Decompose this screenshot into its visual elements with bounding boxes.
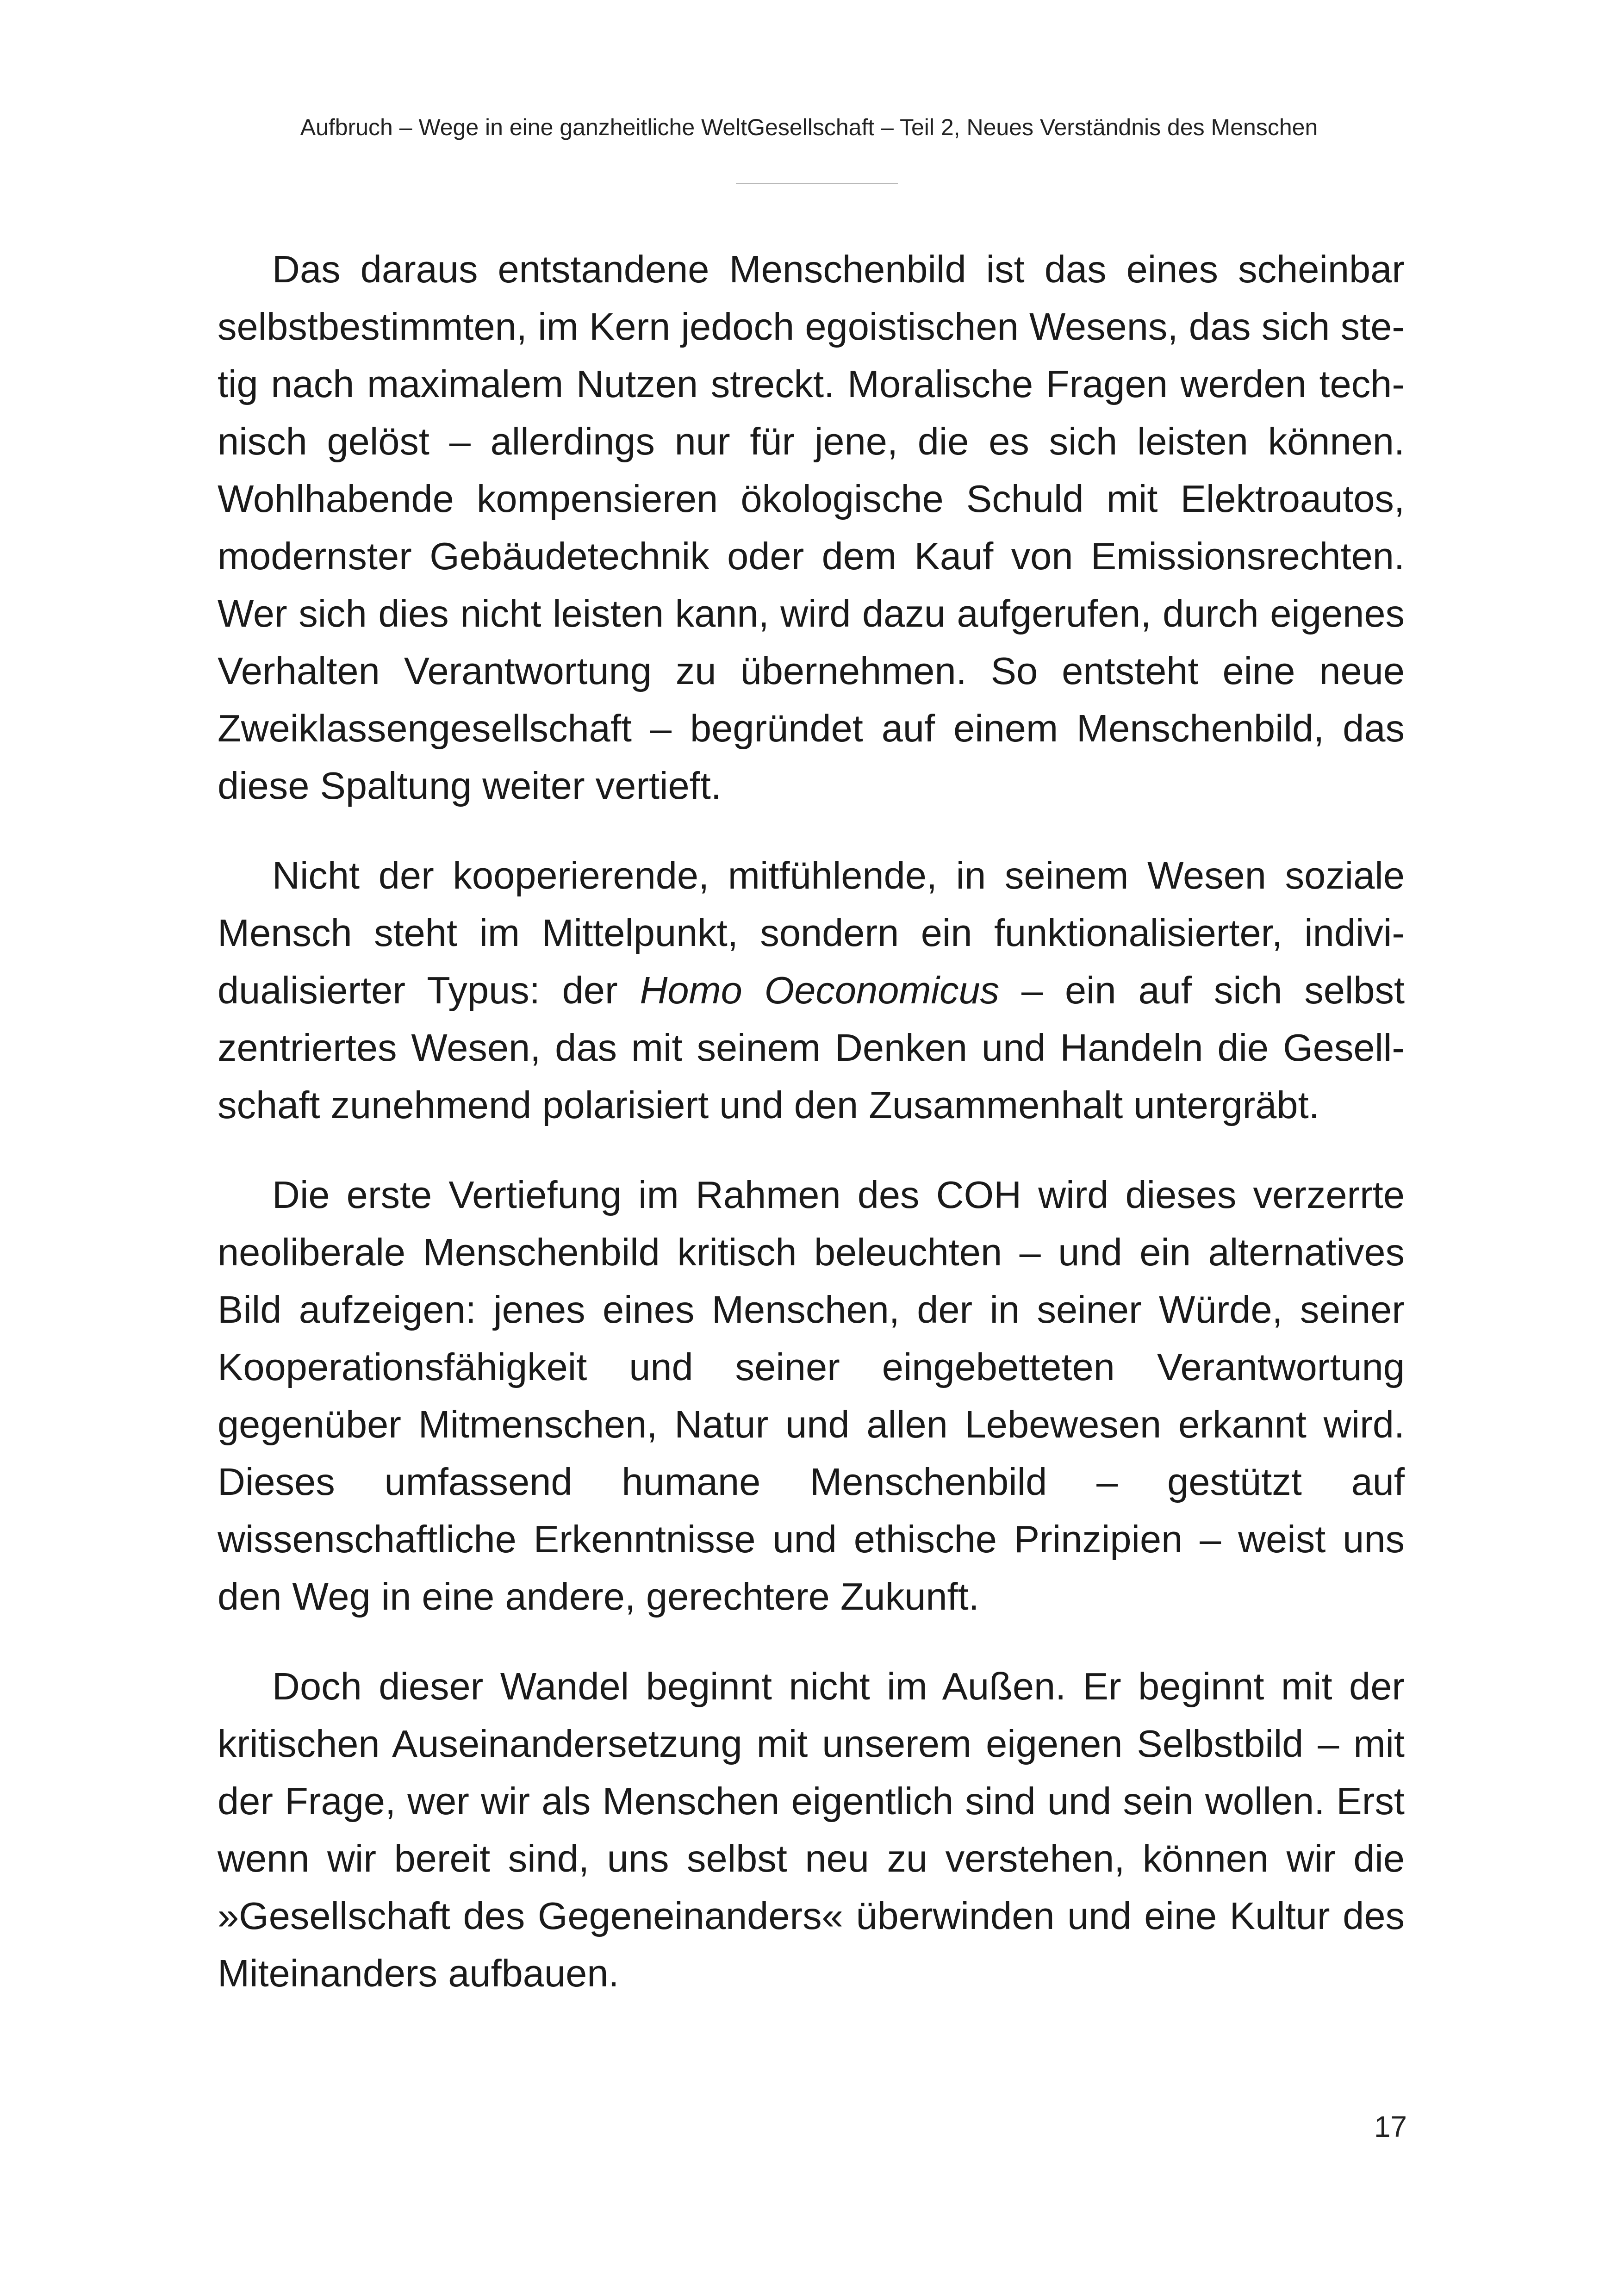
page-number: 17 xyxy=(1374,2110,1407,2143)
paragraph-2 xyxy=(218,847,1405,1134)
body-text xyxy=(218,241,1405,2002)
paragraph-2-emphasis: Homo Oeconomicus xyxy=(640,969,1000,1012)
paragraph-2-text-after: – ein auf sich selbst zentriertes Wesen, das mit seinem Denken und Handeln die Gesellschaft zunehmend polarisiert und den Zusammenhalt untergräbt. xyxy=(218,969,1405,1126)
paragraph-2-text-before: Nicht der kooperierende, mitfühlende, in seinem Wesen soziale Mensch steht im Mittelpunkt, sondern ein funktionalisierter, individualisierter Typus: der xyxy=(218,854,1405,1012)
header-divider xyxy=(736,183,898,184)
paragraph-1: Das daraus entstandene Menschenbild ist das eines scheinbar selbstbestimmten, im Kern jedoch egoistischen Wesens, das sich stetig nach maximalem Nutzen streckt. Moralische Fragen werden technisch gelöst – allerdings nur für jene, die es sich leisten können. Wohlhabende kompensieren ökologische Schuld mit Elektroautos, modernster Gebäudetechnik oder dem Kauf von Emissionsrechten. Wer sich dies nicht leisten kann, wird dazu aufgerufen, durch eigenes Verhalten Verantwortung zu übernehmen. So entsteht eine neue Zweiklassengesellschaft – begründet auf einem Menschenbild, das diese Spaltung weiter vertieft. xyxy=(218,248,1405,807)
paragraph-4: Doch dieser Wandel beginnt nicht im Außen. Er beginnt mit der kritischen Auseinandersetzung mit unserem eigenen Selbstbild – mit der Frage, wer wir als Menschen eigentlich sind und sein wollen. Erst wenn wir bereit sind, uns selbst neu zu verstehen, können wir die »Gesellschaft des Gegeneinanders« überwinden und eine Kultur des Miteinanders aufbauen. xyxy=(218,1665,1405,1995)
running-header: Aufbruch – Wege in eine ganzheitliche WeltGesellschaft – Teil 2, Neues Verständnis des Menschen xyxy=(300,114,1318,140)
paragraph-3: Die erste Vertiefung im Rahmen des COH wird dieses verzerrte neoliberale Menschenbild kritisch beleuchten – und ein alternatives Bild aufzeigen: jenes eines Menschen, der in seiner Würde, seiner Kooperationsfähigkeit und seiner eingebetteten Verantwortung gegenüber Mitmenschen, Natur und allen Lebewesen erkannt wird. Dieses umfassend humane Menschenbild – gestützt auf wissenschaftliche Erkenntnisse und ethische Prinzipien – weist uns den Weg in eine andere, gerechtere Zukunft. xyxy=(218,1173,1405,1618)
